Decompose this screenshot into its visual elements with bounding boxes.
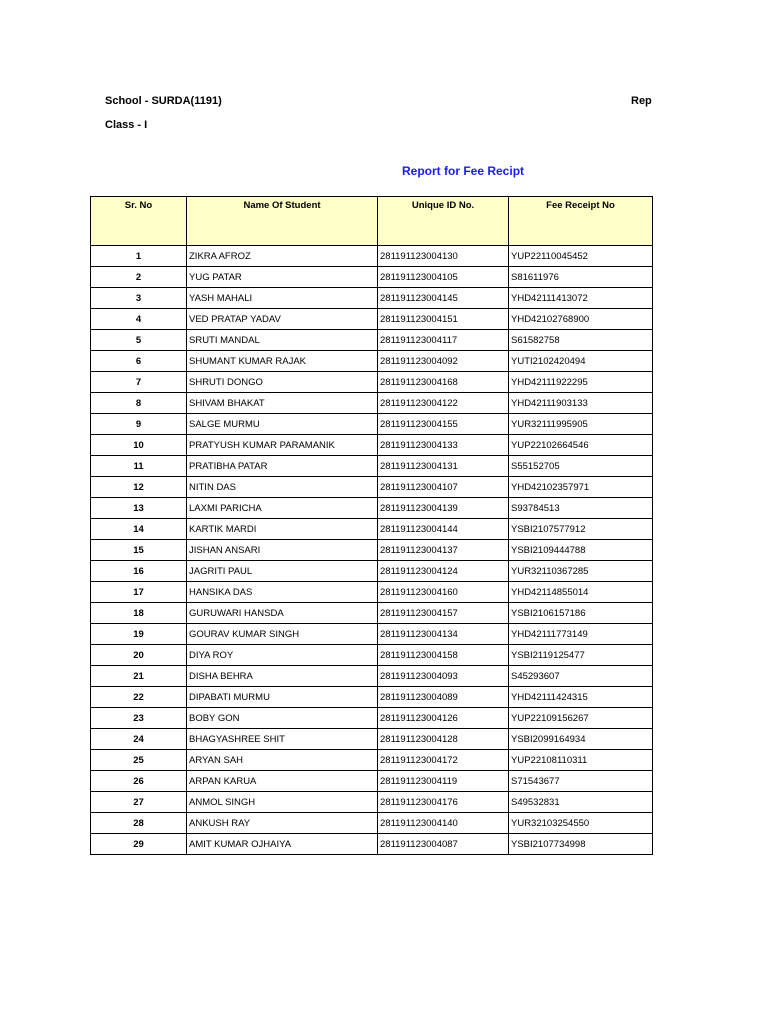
fee-receipt-cell: YHD42111922295 [509,372,653,393]
unique-id-cell: 281191123004137 [378,540,509,561]
table-row [91,540,653,561]
fee-receipt-cell: S61582758 [509,330,653,351]
sr-no-cell: 27 [91,792,187,813]
student-name-cell: ARPAN KARUA [187,771,378,792]
column-header-sr-no: Sr. No [91,197,187,246]
unique-id-cell: 281191123004168 [378,372,509,393]
student-name-cell: PRATYUSH KUMAR PARAMANIK [187,435,378,456]
table-row [91,645,653,666]
sr-no-cell: 24 [91,729,187,750]
table-row [91,330,653,351]
student-name-cell: SHIVAM BHAKAT [187,393,378,414]
fee-receipt-cell: S71543677 [509,771,653,792]
fee-receipt-cell: YSBI2119125477 [509,645,653,666]
unique-id-cell: 281191123004140 [378,813,509,834]
student-name-cell: LAXMI PARICHA [187,498,378,519]
student-name-cell: DIYA ROY [187,645,378,666]
fee-receipt-cell: YUP22109156267 [509,708,653,729]
sr-no-cell: 4 [91,309,187,330]
fee-receipt-cell: YHD42102768900 [509,309,653,330]
unique-id-cell: 281191123004092 [378,351,509,372]
fee-receipt-cell: YHD42111413072 [509,288,653,309]
student-name-cell: JISHAN ANSARI [187,540,378,561]
fee-receipt-cell: S81611976 [509,267,653,288]
sr-no-cell: 12 [91,477,187,498]
unique-id-cell: 281191123004131 [378,456,509,477]
class-label: Class - I [105,119,148,131]
fee-receipt-cell: YHD42111903133 [509,393,653,414]
student-name-cell: ARYAN SAH [187,750,378,771]
unique-id-cell: 281191123004117 [378,330,509,351]
unique-id-cell: 281191123004157 [378,603,509,624]
fee-receipt-cell: YSBI2109444788 [509,540,653,561]
unique-id-cell: 281191123004172 [378,750,509,771]
unique-id-cell: 281191123004107 [378,477,509,498]
fee-receipt-cell: YHD42111773149 [509,624,653,645]
table-row [91,456,653,477]
sr-no-cell: 23 [91,708,187,729]
sr-no-cell: 28 [91,813,187,834]
unique-id-cell: 281191123004133 [378,435,509,456]
student-name-cell: SALGE MURMU [187,414,378,435]
report-heading-fragment: Rep [631,95,652,107]
fee-receipt-cell: YHD42102357971 [509,477,653,498]
unique-id-cell: 281191123004093 [378,666,509,687]
table-row [91,624,653,645]
table-row [91,351,653,372]
sr-no-cell: 1 [91,246,187,267]
fee-receipt-cell: S49532831 [509,792,653,813]
student-name-cell: HANSIKA DAS [187,582,378,603]
sr-no-cell: 9 [91,414,187,435]
sr-no-cell: 15 [91,540,187,561]
student-name-cell: JAGRITI PAUL [187,561,378,582]
table-row [91,561,653,582]
student-name-cell: ZIKRA AFROZ [187,246,378,267]
sr-no-cell: 25 [91,750,187,771]
table-row [91,792,653,813]
table-row [91,309,653,330]
unique-id-cell: 281191123004134 [378,624,509,645]
unique-id-cell: 281191123004158 [378,645,509,666]
table-row [91,393,653,414]
unique-id-cell: 281191123004124 [378,561,509,582]
student-name-cell: KARTIK MARDI [187,519,378,540]
student-name-cell: GOURAV KUMAR SINGH [187,624,378,645]
table-row [91,435,653,456]
sr-no-cell: 3 [91,288,187,309]
table-row [91,603,653,624]
sr-no-cell: 13 [91,498,187,519]
fee-receipt-cell: YUR32111995905 [509,414,653,435]
sr-no-cell: 18 [91,603,187,624]
student-name-cell: PRATIBHA PATAR [187,456,378,477]
table-row [91,372,653,393]
student-name-cell: BHAGYASHREE SHIT [187,729,378,750]
fee-receipt-cell: YUR32103254550 [509,813,653,834]
table-body [91,246,653,855]
student-name-cell: AMIT KUMAR OJHAIYA [187,834,378,855]
sr-no-cell: 10 [91,435,187,456]
student-name-cell: YUG PATAR [187,267,378,288]
fee-receipt-cell: YSBI2107577912 [509,519,653,540]
sr-no-cell: 29 [91,834,187,855]
sr-no-cell: 5 [91,330,187,351]
sr-no-cell: 7 [91,372,187,393]
sr-no-cell: 21 [91,666,187,687]
student-name-cell: ANKUSH RAY [187,813,378,834]
table-row [91,477,653,498]
table-row [91,771,653,792]
unique-id-cell: 281191123004151 [378,309,509,330]
table-header-row [91,197,653,246]
student-name-cell: GURUWARI HANSDA [187,603,378,624]
column-header-fee-receipt: Fee Receipt No [509,197,653,246]
unique-id-cell: 281191123004160 [378,582,509,603]
table-row [91,288,653,309]
table-row [91,750,653,771]
fee-receipt-cell: S55152705 [509,456,653,477]
student-name-cell: SRUTI MANDAL [187,330,378,351]
table-row [91,414,653,435]
sr-no-cell: 17 [91,582,187,603]
unique-id-cell: 281191123004144 [378,519,509,540]
unique-id-cell: 281191123004119 [378,771,509,792]
fee-receipt-cell: YSBI2099164934 [509,729,653,750]
sr-no-cell: 22 [91,687,187,708]
fee-receipt-cell: S45293607 [509,666,653,687]
fee-receipt-cell: YHD42111424315 [509,687,653,708]
fee-receipt-cell: YUTI2102420494 [509,351,653,372]
unique-id-cell: 281191123004126 [378,708,509,729]
unique-id-cell: 281191123004155 [378,414,509,435]
table-row [91,666,653,687]
student-name-cell: DIPABATI MURMU [187,687,378,708]
table-row [91,267,653,288]
table-row [91,246,653,267]
table-row [91,519,653,540]
unique-id-cell: 281191123004130 [378,246,509,267]
student-name-cell: ANMOL SINGH [187,792,378,813]
table-row [91,687,653,708]
fee-receipt-cell: YUP22102664546 [509,435,653,456]
fee-receipt-cell: YUR32110367285 [509,561,653,582]
table-row [91,708,653,729]
sr-no-cell: 16 [91,561,187,582]
fee-receipt-cell: S93784513 [509,498,653,519]
unique-id-cell: 281191123004122 [378,393,509,414]
student-name-cell: YASH MAHALI [187,288,378,309]
fee-receipt-cell: YUP22108110311 [509,750,653,771]
fee-receipt-cell: YSBI2107734998 [509,834,653,855]
sr-no-cell: 6 [91,351,187,372]
sr-no-cell: 8 [91,393,187,414]
student-name-cell: SHUMANT KUMAR RAJAK [187,351,378,372]
student-name-cell: VED PRATAP YADAV [187,309,378,330]
unique-id-cell: 281191123004139 [378,498,509,519]
sr-no-cell: 26 [91,771,187,792]
sr-no-cell: 20 [91,645,187,666]
sr-no-cell: 11 [91,456,187,477]
unique-id-cell: 281191123004176 [378,792,509,813]
table-row [91,813,653,834]
table-row [91,498,653,519]
unique-id-cell: 281191123004089 [378,687,509,708]
table-row [91,729,653,750]
fee-receipt-cell: YUP22110045452 [509,246,653,267]
sr-no-cell: 19 [91,624,187,645]
column-header-unique-id: Unique ID No. [378,197,509,246]
fee-receipt-cell: YSBI2106157186 [509,603,653,624]
student-name-cell: DISHA BEHRA [187,666,378,687]
sr-no-cell: 14 [91,519,187,540]
report-title: Report for Fee Recipt [402,164,525,178]
student-name-cell: SHRUTI DONGO [187,372,378,393]
unique-id-cell: 281191123004087 [378,834,509,855]
fee-receipt-table [90,196,653,855]
table-row [91,834,653,855]
table-row [91,582,653,603]
column-header-name: Name Of Student [187,197,378,246]
fee-receipt-cell: YHD42114855014 [509,582,653,603]
unique-id-cell: 281191123004145 [378,288,509,309]
school-label: School - SURDA(1191) [105,95,222,107]
unique-id-cell: 281191123004128 [378,729,509,750]
unique-id-cell: 281191123004105 [378,267,509,288]
student-name-cell: NITIN DAS [187,477,378,498]
student-name-cell: BOBY GON [187,708,378,729]
sr-no-cell: 2 [91,267,187,288]
